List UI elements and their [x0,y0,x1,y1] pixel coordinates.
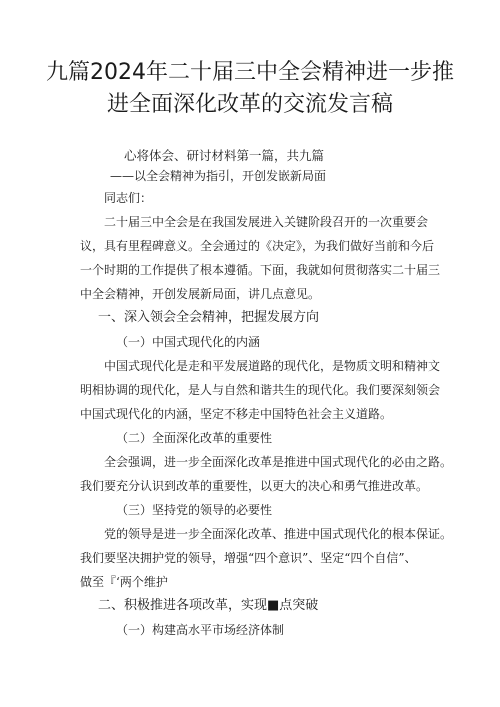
subtitle: ——以全会精神为指引，开创发嵌新局面 [110,169,327,183]
paragraph-line: 二十届三中全会是在我国发展进入关键阶段召开的一次重要会 [104,215,429,229]
paragraph-line: 明相协调的现代化，是人与自然和谐共生的现代化。我们要深刻领会 [80,383,441,397]
paragraph-line: 中国式现代化是走和平发展道路的现代化，是物质文明和精神文 [104,359,441,373]
subheading-2-1: （一）构建高水平市场经济体制 [116,623,285,637]
paragraph-line: 中国式现代化的内涵，坚定不移走中国特色社会主义道路。 [80,407,393,421]
document-title-line-1: 九篇2024年二十届三中全会精神进一步推 [46,60,454,85]
paragraph-line: 我们要坚决拥护党的领导，增强“四个意识”、坚定“四个自信”、 [80,551,417,565]
paragraph-line: 中全会精神，开创发展新局面，讲几点意见。 [80,287,321,301]
subheading-1-3: （三）坚持党的领导的必要性 [116,503,273,517]
paragraph-line: 议，具有里程碑意义。全会通过的《决定》，为我们做好当前和今后 [80,239,435,253]
paragraph-line: 一个时期的工作提供了根本遵循。下面，我就如何贯彻落实二十届三 [80,263,441,277]
paragraph-line: 党的领导是进一步全面深化改革、推进中国式现代化的根本保证。 [104,527,453,541]
section-heading: 心将体会、研讨材料第一篇，共九篇 [124,148,325,163]
paragraph-line: 我们要充分认识到改革的重要性，以更大的决心和勇气推进改革。 [80,479,429,493]
document-title-line-2: 进全面深化改革的交流发言稿 [106,92,393,117]
paragraph-line: 做至『‘两个维护 [80,575,168,589]
heading-1: 一、深入领会全会精神，把握发展方向 [98,310,320,325]
subheading-1-1: （一）中国式现代化的内涵 [116,335,261,349]
heading-2: 二、积极推进各项改革，实现■点突破 [98,598,319,613]
paragraph-line: 全会强调，进一步全面深化改革是推进中国式现代化的必由之路。 [104,455,453,469]
subheading-1-2: （二）全面深化改革的重要性 [116,431,273,445]
salutation: 同志们： [104,191,153,205]
